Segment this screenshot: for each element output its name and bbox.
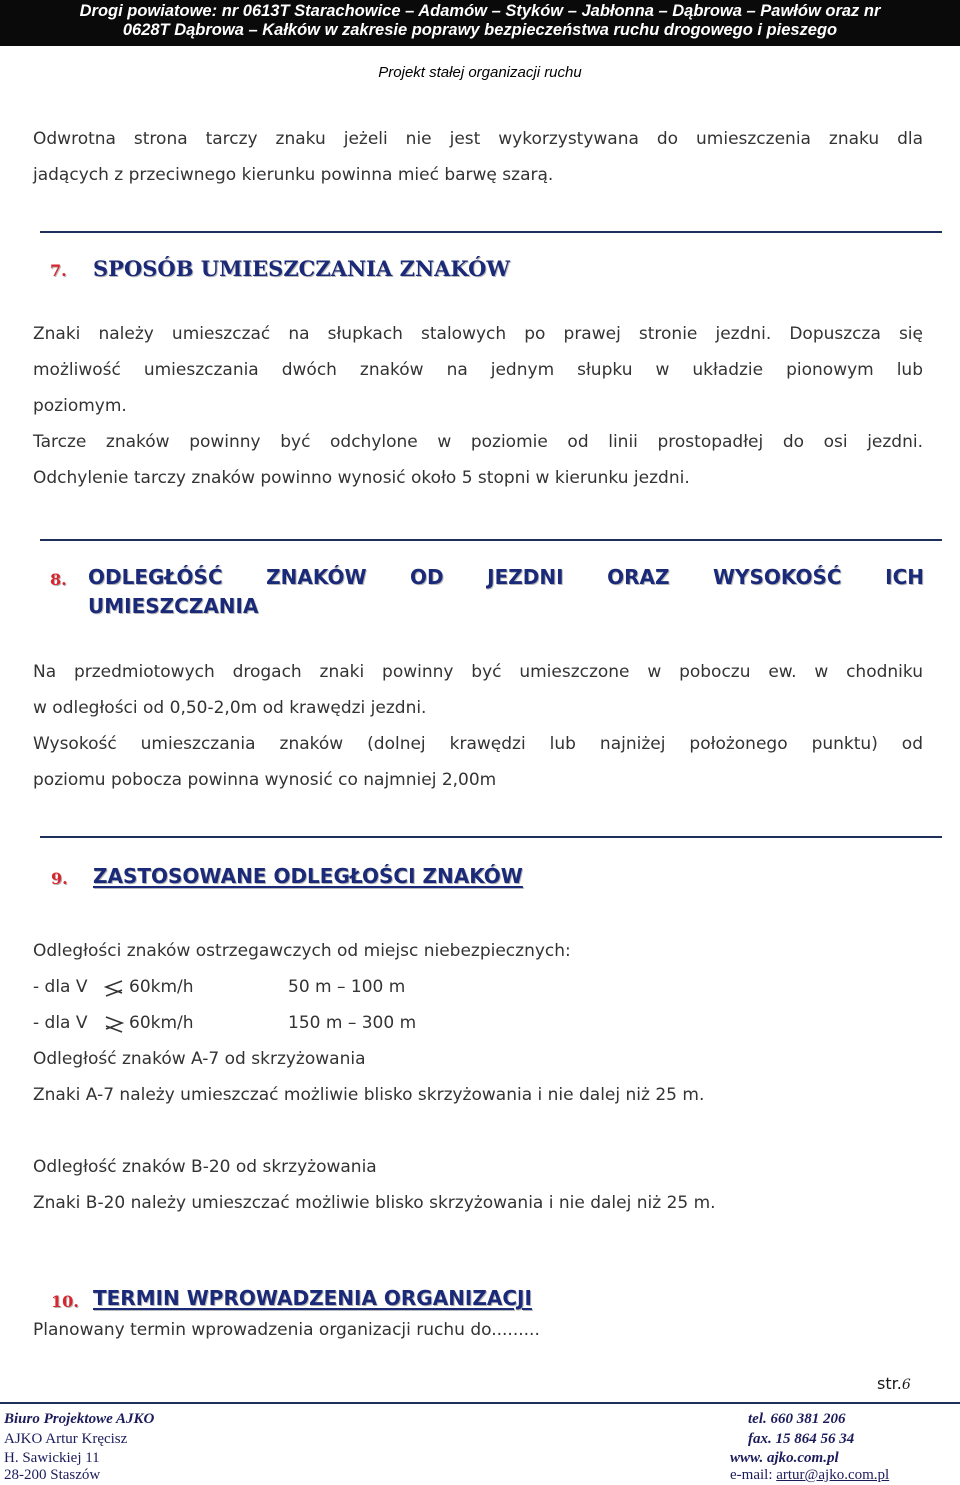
speed-row-2-speed: 60km/h	[129, 1013, 194, 1033]
speed-row-1-speed: 60km/h	[129, 977, 194, 997]
header-title-line2: 0628T Dąbrowa – Kałków w zakresie poprawy bezpieczeństwa ruchu drogowego i pieszego	[122, 21, 838, 39]
section-7-number: 7.	[50, 261, 67, 280]
page-number-label: str.	[877, 1374, 902, 1393]
section-8-title-line1: ODLEGŁÓŚĆ ZNAKÓW OD JEZDNI ORAZ WYSOKOŚĆ ICH	[88, 565, 924, 589]
speed-row-1-range: 50 m – 100 m	[288, 977, 406, 997]
section-7-title: SPOSÓB UMIESZCZANIA ZNAKÓW	[93, 256, 510, 281]
section-8-number: 8.	[50, 570, 67, 589]
section-7-p2-line1: Tarcze znaków powinny być odchylone w poziomie od linii prostopadłej do osi jezdni.	[33, 432, 923, 452]
footer-email-link[interactable]: artur@ajko.com.pl	[776, 1467, 890, 1483]
section-8-p1-line2: w odległości od 0,50-2,0m od krawędzi jezdni.	[33, 698, 427, 718]
page-number-value: 6	[901, 1377, 911, 1393]
greater-or-equal-icon	[103, 1014, 125, 1034]
section-8-p1-line1: Na przedmiotowych drogach znaki powinny być umieszczone w poboczu ew. w chodniku	[33, 662, 923, 682]
footer-street: H. Sawickiej 11	[4, 1450, 100, 1466]
section-9-title: ZASTOSOWANE ODLEGŁOŚCI ZNAKÓW	[93, 864, 523, 888]
section-7-p2-line2: Odchylenie tarczy znaków powinno wynosić około 5 stopni w kierunku jezdni.	[33, 468, 690, 488]
intro-line1: Odwrotna strona tarczy znaku jeżeli nie jest wykorzystywana do umieszczenia znaku dla	[33, 129, 923, 149]
speed-row-1-prefix: - dla V	[33, 977, 88, 997]
section-7-p1-line2: możliwość umieszczania dwóch znaków na jednym słupku w układzie pionowym lub	[33, 360, 923, 380]
speed-row-2-range: 150 m – 300 m	[288, 1013, 417, 1033]
footer-company: Biuro Projektowe AJKO	[4, 1411, 155, 1427]
footer-website[interactable]: www. ajko.com.pl	[730, 1450, 839, 1466]
section-8-p2-line2: poziomu pobocza powinna wynosić co najmniej 2,00m	[33, 770, 497, 790]
section-divider	[40, 231, 942, 233]
section-9-intro: Odległości znaków ostrzegawczych od miejsc niebezpiecznych:	[33, 941, 571, 961]
document-subtitle: Projekt stałej organizacji ruchu	[378, 64, 582, 81]
footer-city: 28-200 Staszów	[4, 1467, 101, 1483]
section-10-number: 10.	[51, 1292, 79, 1311]
footer-divider	[0, 1402, 960, 1404]
footer-fax: fax. 15 864 56 34	[748, 1431, 855, 1447]
section-7-p1-line3: poziomym.	[33, 396, 127, 416]
section-8-p2-line1: Wysokość umieszczania znaków (dolnej krawędzi lub najniżej położonego punktu) od	[33, 734, 923, 754]
section-10-text: Planowany termin wprowadzenia organizacji ruchu do.........	[33, 1320, 540, 1340]
footer-phone: tel. 660 381 206	[748, 1411, 846, 1427]
section-10-title: TERMIN WPROWADZENIA ORGANIZACJI	[93, 1286, 532, 1310]
section-9-a7-text: Znaki A-7 należy umieszczać możliwie blisko skrzyżowania i nie dalej niż 25 m.	[33, 1085, 705, 1105]
section-7-p1-line1: Znaki należy umieszczać na słupkach stalowych po prawej stronie jezdni. Dopuszcza się	[33, 324, 923, 344]
footer-email-row	[730, 1467, 889, 1484]
section-9-b20-heading: Odległość znaków B-20 od skrzyżowania	[33, 1157, 377, 1177]
section-9-a7-heading: Odległość znaków A-7 od skrzyżowania	[33, 1049, 366, 1069]
section-9-b20-text: Znaki B-20 należy umieszczać możliwie blisko skrzyżowania i nie dalej niż 25 m.	[33, 1193, 716, 1213]
section-divider	[40, 539, 942, 541]
less-or-equal-icon	[103, 978, 125, 998]
section-8-title-line2: UMIESZCZANIA	[88, 594, 259, 618]
footer-email-label: e-mail:	[730, 1467, 773, 1483]
footer-owner: AJKO Artur Kręcisz	[4, 1431, 128, 1447]
section-9-number: 9.	[51, 869, 68, 888]
speed-row-2-prefix: - dla V	[33, 1013, 88, 1033]
header-title-line1: Drogi powiatowe: nr 0613T Starachowice – Adamów – Styków – Jabłonna – Dąbrowa – Pawłów oraz nr	[79, 2, 881, 20]
intro-line2: jadących z przeciwnego kierunku powinna mieć barwę szarą.	[33, 165, 554, 185]
section-divider	[40, 836, 942, 838]
page-number	[877, 1374, 911, 1393]
